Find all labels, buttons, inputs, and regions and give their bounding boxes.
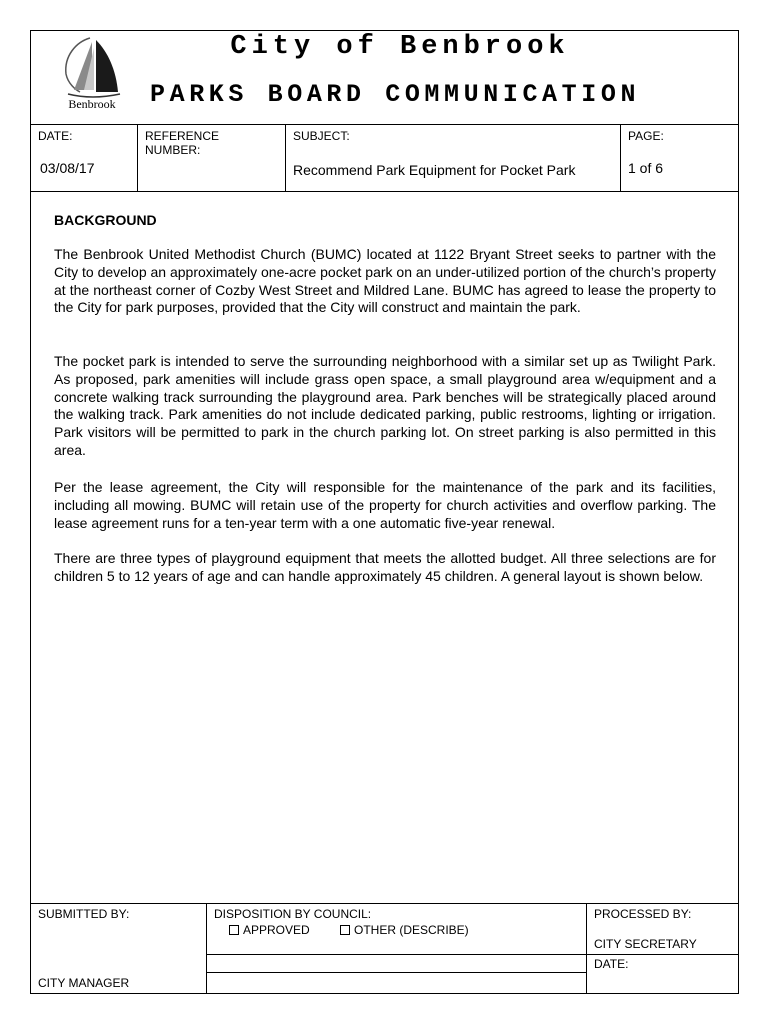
paragraph: There are three types of playground equipment that meets the allotted budget. All three selections are for children 5 to 12 years of age and can handle approximately 45 children. A general layout is shown below.	[54, 550, 716, 584]
subject-label: SUBJECT:	[293, 129, 350, 143]
paragraph: Per the lease agreement, the City will responsible for the maintenance of the park and its facilities, including all mowing. BUMC will retain use of the property for church activities and overflow parking. The lease agreement runs for a ten-year term with a one automatic five-year renewal.	[54, 479, 716, 531]
disposition-row-divider-2	[206, 972, 586, 973]
disposition-row-divider-1	[206, 954, 586, 955]
column-divider-reference	[285, 124, 286, 191]
other-checkbox[interactable]	[340, 925, 350, 935]
paragraph: The pocket park is intended to serve the surrounding neighborhood with a similar set up as Twilight Park. As proposed, park amenities will include grass open space, a small playground area w/equipment and a concrete walking track surrounding the playground area. Park benches will be strategically placed around the walking track. Park amenities do not include dedicated parking, public restrooms, lighting or irrigation. Park visitors will be permitted to park in the church parking lot. On street parking is also permitted in this area.	[54, 353, 716, 458]
other-label: OTHER (DESCRIBE)	[354, 923, 469, 937]
subject-value: Recommend Park Equipment for Pocket Park	[293, 162, 576, 178]
approved-option[interactable]	[229, 923, 310, 937]
footer-date-label: DATE:	[594, 957, 629, 971]
disposition-label: DISPOSITION BY COUNCIL:	[214, 907, 372, 921]
footer-column-divider-2	[586, 903, 587, 994]
submitted-by-label: SUBMITTED BY:	[38, 907, 130, 921]
processed-row-divider	[586, 954, 739, 955]
approved-label: APPROVED	[243, 923, 310, 937]
logo-wordmark: Benbrook	[68, 97, 116, 111]
city-manager-label: CITY MANAGER	[38, 976, 130, 990]
section-heading: BACKGROUND	[54, 212, 157, 228]
city-title: City of Benbrook	[230, 32, 570, 62]
reference-label: REFERENCE NUMBER:	[145, 129, 220, 157]
other-option[interactable]	[340, 923, 469, 937]
city-secretary-label: CITY SECRETARY	[594, 937, 697, 951]
paragraph: The Benbrook United Methodist Church (BUMC) located at 1122 Bryant Street seeks to partner with the City to develop an approximately one-acre pocket park on an under-utilized portion of the church’s property at the northeast corner of Cozby West Street and Mildred Lane. BUMC has agreed to lease the property to the City for park purposes, provided that the City will construct and maintain the park.	[54, 246, 717, 316]
page-value: 1 of 6	[628, 160, 664, 176]
footer-divider	[30, 903, 739, 904]
processed-by-label: PROCESSED BY:	[594, 907, 692, 921]
column-divider-subject	[620, 124, 621, 191]
column-divider-date	[137, 124, 138, 191]
date-value: 03/08/17	[40, 160, 95, 176]
footer-column-divider-1	[206, 903, 207, 994]
board-title: PARKS BOARD COMMUNICATION	[150, 80, 641, 109]
date-label: DATE:	[38, 129, 73, 143]
approved-checkbox[interactable]	[229, 925, 239, 935]
info-row-divider	[30, 191, 739, 192]
page-label: PAGE:	[628, 129, 664, 143]
